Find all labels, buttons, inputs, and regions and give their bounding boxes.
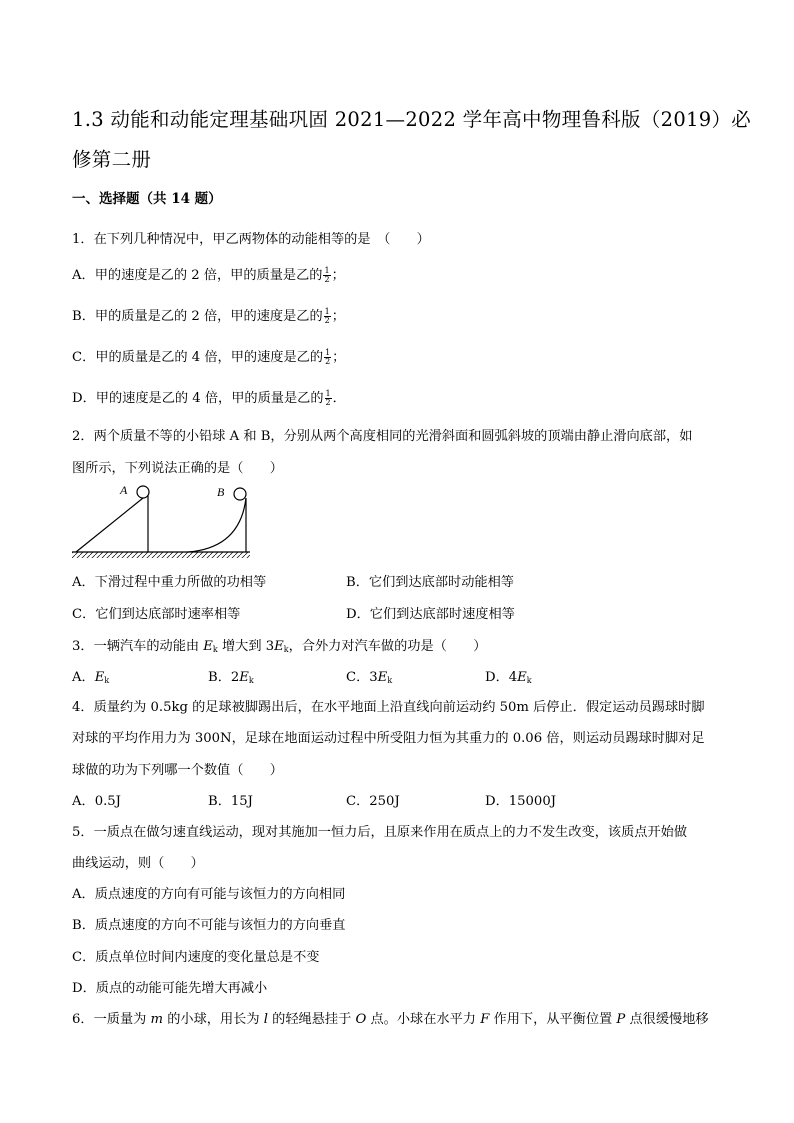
q4-line2: 对球的平均作用力为 300N，足球在地面运动过程中所受阻力恒为其重力的 0.06 倍，则运动员踢球时脚对足 [72, 731, 705, 746]
q1-option-d: D．甲的速度是乙的 4 倍，甲的质量是乙的 $\frac{1}{2}$ ． [72, 389, 346, 407]
q5-option-a: A．质点速度的方向有可能与该恒力的方向相同 [72, 887, 346, 902]
q5-option-b: B．质点速度的方向不可能与该恒力的方向垂直 [72, 918, 346, 933]
q2-option-a: A．下滑过程中重力所做的功相等 [72, 575, 267, 590]
label-a: A [120, 483, 128, 497]
arc-slope [188, 498, 246, 552]
section-header: 一、选择题（共 14 题） [72, 191, 222, 207]
q5-line1: 5．一质点在做匀速直线运动，现对其施加一恒力后，且原来作用在质点上的力不发生改变，该质点开始做 [72, 825, 688, 840]
ball-a [137, 486, 149, 498]
q4-option-c: C．250J [346, 794, 400, 809]
fraction: $\frac{1}{2}$ [325, 348, 331, 366]
document-title: 1.3 动能和动能定理基础巩固 2021—2022 学年高中物理鲁科版（2019）必修第二册 [72, 108, 752, 171]
q4-option-b: B．15J [208, 794, 253, 809]
fraction: $\frac{1}{2}$ [324, 266, 330, 284]
q3-option-b: B．$2E_k$ [208, 670, 254, 685]
q4-option-d: D．15000J [485, 794, 556, 809]
q1-option-c: C．甲的质量是乙的 4 倍，甲的速度是乙的 $\frac{1}{2}$ ； [72, 348, 346, 366]
q4-option-a: A．0.5J [72, 794, 121, 809]
q6-line1: 6．一质量为 m 的小球，用长为 l 的轻绳悬挂于 O 点。小球在水平力 F 作用下，从平衡位置 P 点很缓慢地移 [72, 1012, 709, 1027]
q3-option-c: C．$3E_k$ [346, 670, 393, 685]
q1-option-b-text: B．甲的质量是乙的 2 倍，甲的速度是乙的 [72, 309, 323, 324]
q3-stem: 3．一辆汽车的动能由 $E_k$ 增大到 $3E_k$，合外力对汽车做的功是（ ） [72, 639, 487, 654]
q1-option-c-text: C．甲的质量是乙的 4 倍，甲的速度是乙的 [72, 350, 324, 365]
fraction: $\frac{1}{2}$ [324, 307, 330, 325]
q2-stem-line2: 图所示，下列说法正确的是（ ） [72, 461, 283, 476]
incline [76, 494, 148, 552]
q1-option-a: A．甲的速度是乙的 2 倍，甲的质量是乙的 $\frac{1}{2}$ ； [72, 266, 345, 284]
q1-option-a-text: A．甲的速度是乙的 2 倍，甲的质量是乙的 [72, 268, 323, 283]
q3-option-d: D．$4E_k$ [485, 670, 532, 685]
ground-hatch [72, 552, 250, 558]
q5-option-c: C．质点单位时间内速度的变化量总是不变 [72, 950, 320, 965]
q1-option-d-text: D．甲的速度是乙的 4 倍，甲的质量是乙的 [72, 391, 324, 406]
q5-line2: 曲线运动，则（ ） [72, 856, 204, 871]
ball-b [234, 488, 246, 500]
q1-stem: 1．在下列几种情况中，甲乙两物体的动能相等的是 （ ） [72, 232, 430, 247]
fraction: $\frac{1}{2}$ [325, 389, 331, 407]
q2-option-d: D．它们到达底部时速度相等 [346, 607, 515, 622]
label-b: B [217, 485, 225, 499]
q3-option-a: A．$E_k$ [72, 670, 110, 685]
q5-option-d: D．质点的动能可能先增大再减小 [72, 981, 268, 996]
q2-figure [70, 480, 260, 560]
q2-stem-line1: 2．两个质量不等的小铅球 A 和 B，分别从两个高度相同的光滑斜面和圆弧斜坡的顶端由静止滑向底部，如 [72, 429, 693, 444]
q4-line1: 4．质量约为 0.5kg 的足球被脚踢出后，在水平地面上沿直线向前运动约 50m 后停止．假定运动员踢球时脚 [72, 700, 705, 715]
q1-option-b: B．甲的质量是乙的 2 倍，甲的速度是乙的 $\frac{1}{2}$ ； [72, 307, 345, 325]
q4-line3: 球做的功为下列哪一个数值（ ） [72, 763, 283, 778]
q2-option-b: B．它们到达底部时动能相等 [346, 575, 514, 590]
q2-option-c: C．它们到达底部时速率相等 [72, 607, 241, 622]
